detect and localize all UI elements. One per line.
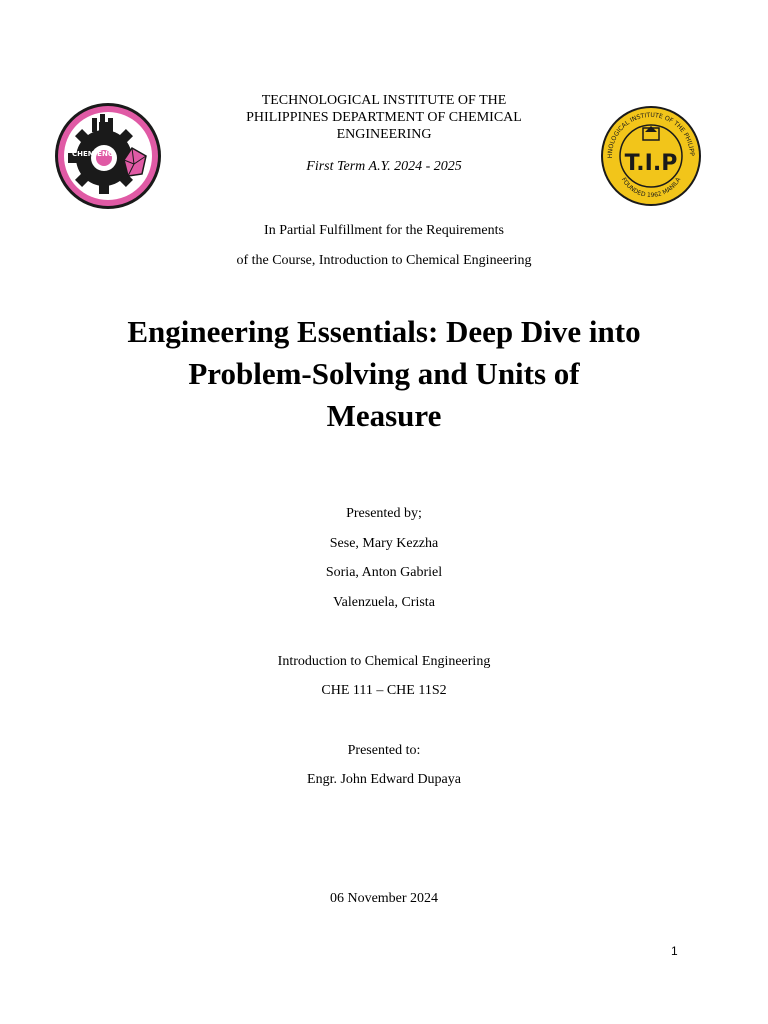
institution-line-1: TECHNOLOGICAL INSTITUTE OF THE: [261, 93, 507, 108]
title-line-3: Measure: [326, 398, 442, 433]
tip-seal-bottom-text: FOUNDED 1962 MANILA: [619, 176, 683, 200]
submission-date: 06 November 2024: [329, 891, 439, 906]
document-title: [0, 311, 768, 437]
page-number: 1: [671, 944, 678, 958]
institution-line-3: ENGINEERING: [336, 127, 432, 142]
instructor-name: Engr. John Edward Dupaya: [307, 772, 461, 787]
logo-left-text: CHEM ENG: [72, 150, 114, 158]
institution-header: [0, 92, 768, 143]
title-line-1: Engineering Essentials: Deep Dive into: [127, 314, 641, 349]
presenter-name-3: Valenzuela, Crista: [333, 595, 435, 610]
presented-to-label: Presented to:: [347, 743, 421, 758]
fulfillment-line-1: In Partial Fulfillment for the Requirements: [264, 223, 504, 238]
course-name: Introduction to Chemical Engineering: [277, 654, 491, 669]
presenter-name-2: Soria, Anton Gabriel: [325, 565, 443, 580]
institution-line-2: PHILIPPINES DEPARTMENT OF CHEMICAL: [246, 110, 522, 125]
tip-seal-letters: T.I.P: [624, 151, 678, 176]
course-code: CHE 111 – CHE 11S2: [321, 683, 447, 698]
fulfillment-line-2: of the Course, Introduction to Chemical Engineering: [236, 253, 532, 268]
presenter-name-1: Sese, Mary Kezzha: [329, 536, 439, 551]
presented-by-label: Presented by;: [346, 506, 422, 521]
tip-seal-arc-text: HNOLOGICAL INSTITUTE OF THE PHILIPP: [606, 111, 696, 159]
title-line-2: Problem-Solving and Units of: [188, 356, 580, 391]
academic-term: First Term A.Y. 2024 - 2025: [306, 159, 462, 174]
